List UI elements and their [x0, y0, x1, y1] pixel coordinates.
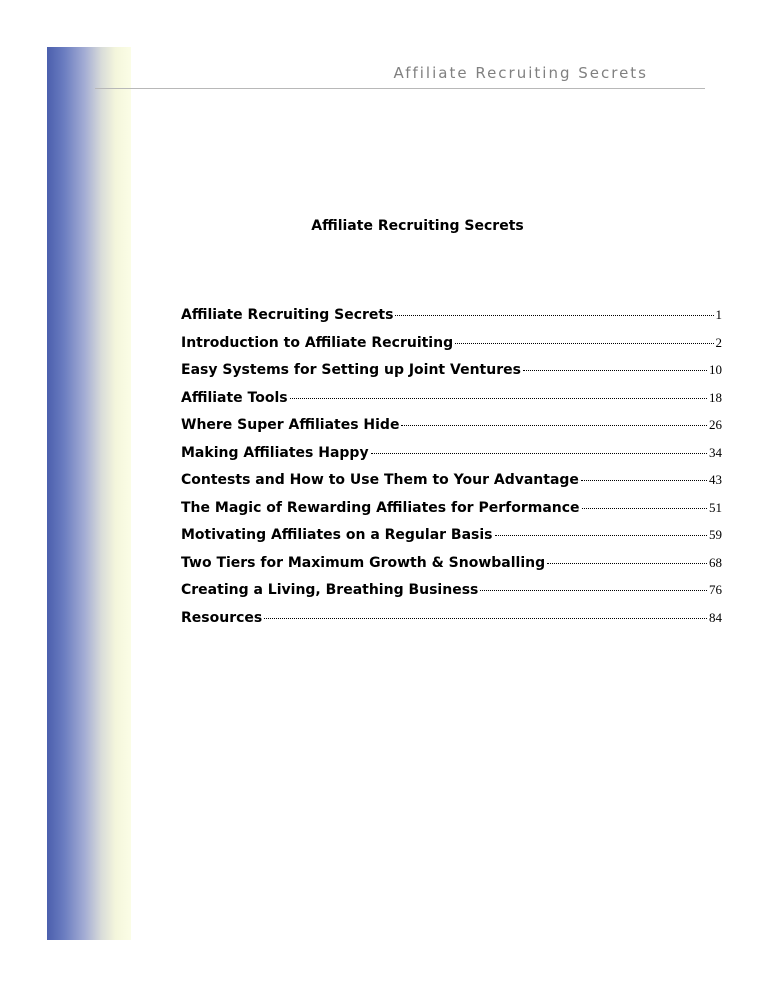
toc-dot-leader: [523, 370, 707, 371]
toc-entry[interactable]: [181, 472, 722, 500]
toc-entry[interactable]: [181, 307, 722, 335]
toc-entry-title: Contests and How to Use Them to Your Advantage: [181, 472, 579, 488]
toc-entry-title: Motivating Affiliates on a Regular Basis: [181, 527, 493, 543]
toc-page-number: 59: [709, 527, 722, 542]
toc-page-number: 10: [709, 362, 722, 377]
toc-page-number: 84: [709, 609, 722, 625]
document-title: Affiliate Recruiting Secrets: [311, 218, 524, 234]
toc-entry-title: Where Super Affiliates Hide: [181, 417, 400, 433]
toc-dot-leader: [395, 315, 713, 316]
toc-entry-title: Affiliate Recruiting Secrets: [181, 307, 394, 323]
toc-dot-leader: [547, 563, 707, 564]
toc-entry[interactable]: [181, 582, 722, 610]
toc-entry[interactable]: [181, 555, 722, 583]
toc-page-number: 18: [709, 389, 722, 405]
toc-dot-leader: [582, 508, 707, 509]
toc-dot-leader: [264, 618, 707, 619]
toc-page-number: 26: [709, 417, 722, 432]
toc-page-number: 68: [709, 554, 722, 570]
toc-dot-leader: [401, 425, 707, 426]
toc-entry-title: Creating a Living, Breathing Business: [181, 582, 479, 598]
toc-entry[interactable]: [181, 362, 722, 390]
toc-entry[interactable]: [181, 417, 722, 445]
toc-entry[interactable]: [181, 500, 722, 528]
toc-page-number: 76: [709, 582, 722, 597]
toc-page-number: 43: [709, 472, 722, 487]
running-header: Affiliate Recruiting Secrets: [393, 64, 648, 82]
toc-dot-leader: [581, 480, 707, 481]
toc-dot-leader: [495, 535, 707, 536]
toc-entry[interactable]: [181, 527, 722, 555]
toc-dot-leader: [480, 590, 707, 591]
toc-entry-title: Introduction to Affiliate Recruiting: [181, 334, 454, 351]
toc-entry[interactable]: [181, 610, 722, 638]
toc-dot-leader: [455, 343, 713, 344]
header-divider: [95, 88, 705, 89]
decorative-side-bar: [47, 47, 131, 940]
toc-dot-leader: [290, 398, 707, 399]
toc-page-number: 51: [709, 499, 722, 515]
toc-entry[interactable]: [181, 390, 722, 418]
toc-page-number: 1: [715, 307, 722, 322]
toc-page-number: 2: [715, 334, 722, 350]
toc-entry-title: Affiliate Tools: [181, 389, 288, 406]
toc-dot-leader: [371, 453, 707, 454]
toc-entry-title: Resources: [181, 609, 263, 626]
toc-entry[interactable]: [181, 445, 722, 473]
toc-entry[interactable]: [181, 335, 722, 363]
toc-entry-title: Making Affiliates Happy: [181, 444, 369, 461]
toc-entry-title: Easy Systems for Setting up Joint Ventures: [181, 362, 521, 378]
toc-page-number: 34: [709, 444, 722, 460]
toc-entry-title: The Magic of Rewarding Affiliates for Performance: [181, 499, 580, 516]
table-of-contents: [181, 307, 722, 637]
toc-entry-title: Two Tiers for Maximum Growth & Snowballing: [181, 554, 546, 571]
